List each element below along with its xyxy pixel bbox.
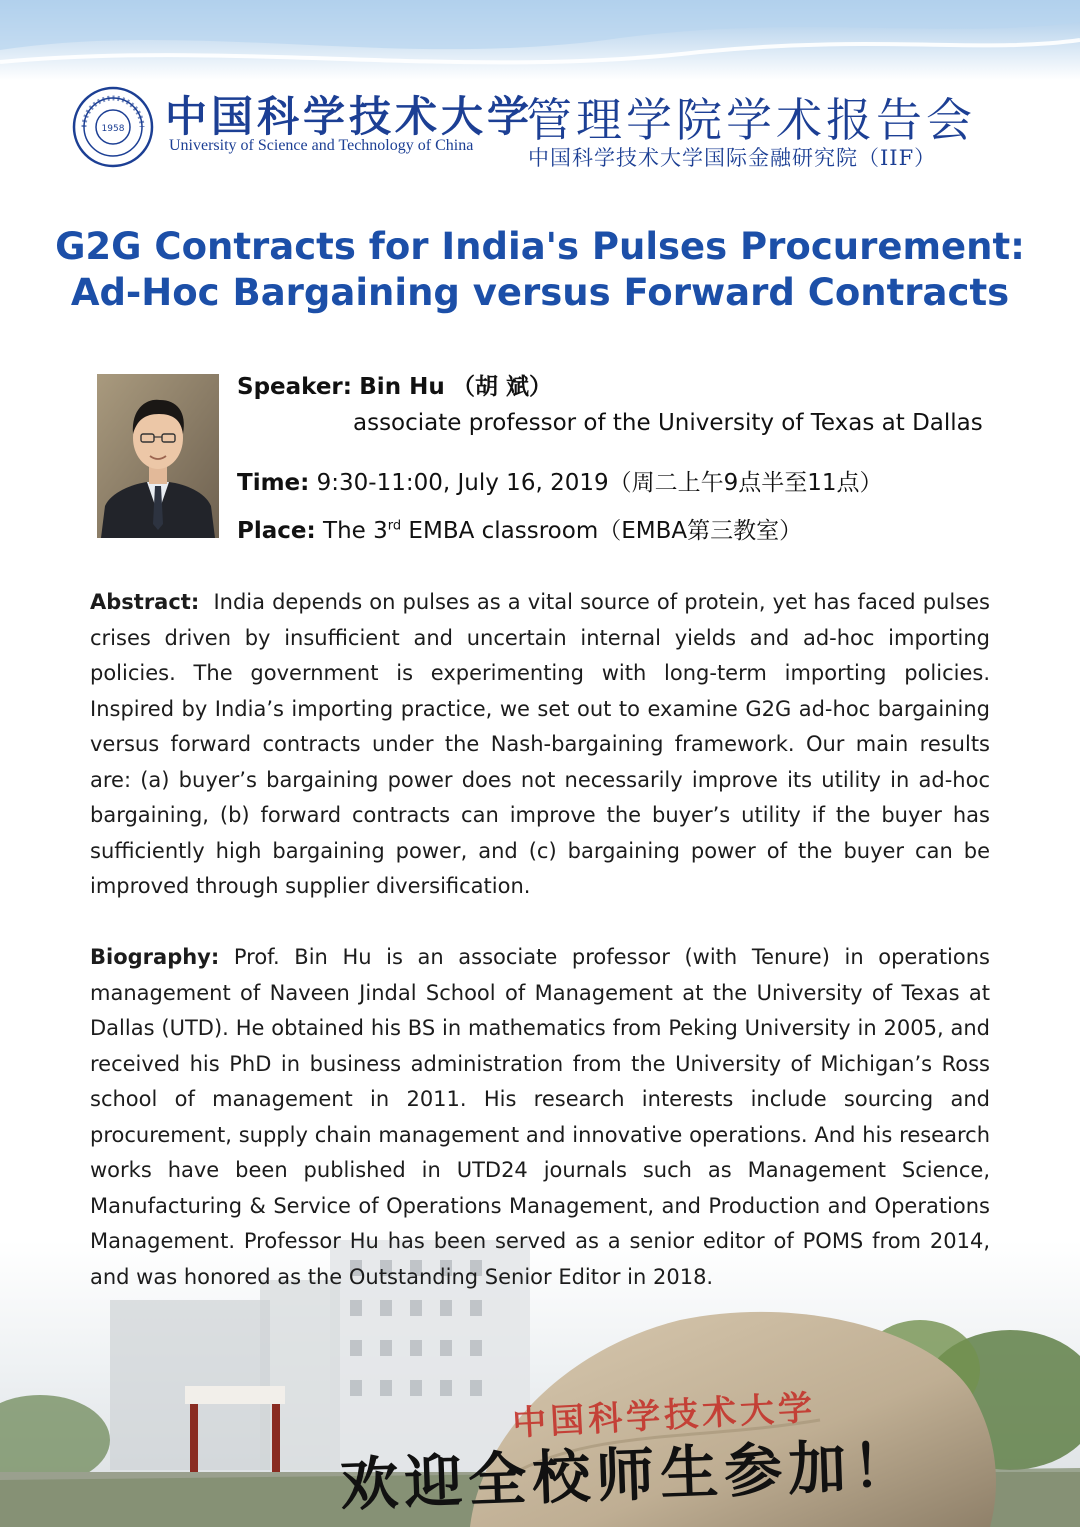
welcome-slogan: 欢迎全校师生参加！ xyxy=(339,1430,918,1520)
abstract-text: India depends on pulses as a vital source of protein, yet has faced pulses crises driven by insufficient and uncertain internal yields and ad-hoc importing policies. The government is experimenting with long-term importing policies. Inspired by India’s importing practice, we set out to examine G2G ad-hoc bargaining versus forward contracts under the Nash-bargaining framework. Our main results are: (a) buyer’s bargaining power does not necessarily improve its utility in ad-hoc bargaining, (b) forward contracts can improve the buyer’s utility if the buyer has sufficiently high bargaining power, and (c) bargaining power of the buyer can be improved through supplier diversification. xyxy=(90,590,990,898)
university-seal-logo xyxy=(72,86,154,168)
speaker-label: Speaker: xyxy=(237,374,352,400)
talk-title-line2: Ad-Hoc Bargaining versus Forward Contracts xyxy=(70,271,1010,314)
time-value: 9:30-11:00, July 16, 2019 xyxy=(316,470,609,496)
speaker-line xyxy=(237,368,552,401)
university-name-en: University of Science and Technology of China xyxy=(169,137,474,154)
place-value-pre: The 3 xyxy=(323,518,388,544)
header xyxy=(0,80,1080,180)
abstract-label: Abstract: xyxy=(90,590,200,614)
place-value xyxy=(323,518,598,544)
svg-text:1958: 1958 xyxy=(101,124,125,134)
speaker-name: Bin Hu xyxy=(359,374,445,400)
biography-section xyxy=(90,940,990,1295)
place-line xyxy=(237,512,802,545)
time-value-cn: （周二上午9点半至11点） xyxy=(608,470,883,496)
speaker-photo xyxy=(97,374,219,538)
speaker-affiliation: associate professor of the University of Texas at Dallas xyxy=(353,410,983,436)
time-line xyxy=(237,464,883,497)
event-title: 管理学院学术报告会 xyxy=(526,93,976,147)
university-name-cn: 中国科学技术大学 xyxy=(165,92,534,141)
place-value-post: EMBA classroom xyxy=(401,518,599,544)
abstract-section xyxy=(90,585,990,905)
rock-inscription: 中国科学技术大学 xyxy=(511,1388,818,1444)
talk-title-line1: G2G Contracts for India's Pulses Procurement: xyxy=(55,225,1025,268)
talk-title xyxy=(0,224,1080,316)
place-label: Place: xyxy=(237,518,316,544)
biography-label: Biography: xyxy=(90,945,220,969)
place-value-sup: rd xyxy=(387,518,402,534)
time-label: Time: xyxy=(237,470,310,496)
place-value-cn: （EMBA第三教室） xyxy=(598,518,803,544)
institute-name: 中国科学技术大学国际金融研究院（IIF） xyxy=(528,146,937,170)
speaker-name-cn: （胡 斌） xyxy=(452,374,553,400)
biography-text: Prof. Bin Hu is an associate professor (with Tenure) in operations management of Naveen Jindal School of Management at the University of Texas at Dallas (UTD). He obtained his BS in mathematics from Peking University in 2005, and received his PhD in business administration from the University of Michigan’s Ross school of management in 2011. His research interests include sourcing and procurement, supply chain management and innovative operations. And his research works have been published in UTD24 journals such as Management Science, Manufacturing & Service of Operations Management, and Production and Operations Management. Professor Hu has been served as a senior editor of POMS from 2014, and was honored as the Outstanding Senior Editor in 2018. xyxy=(90,945,990,1289)
top-wave-decoration xyxy=(0,0,1080,80)
